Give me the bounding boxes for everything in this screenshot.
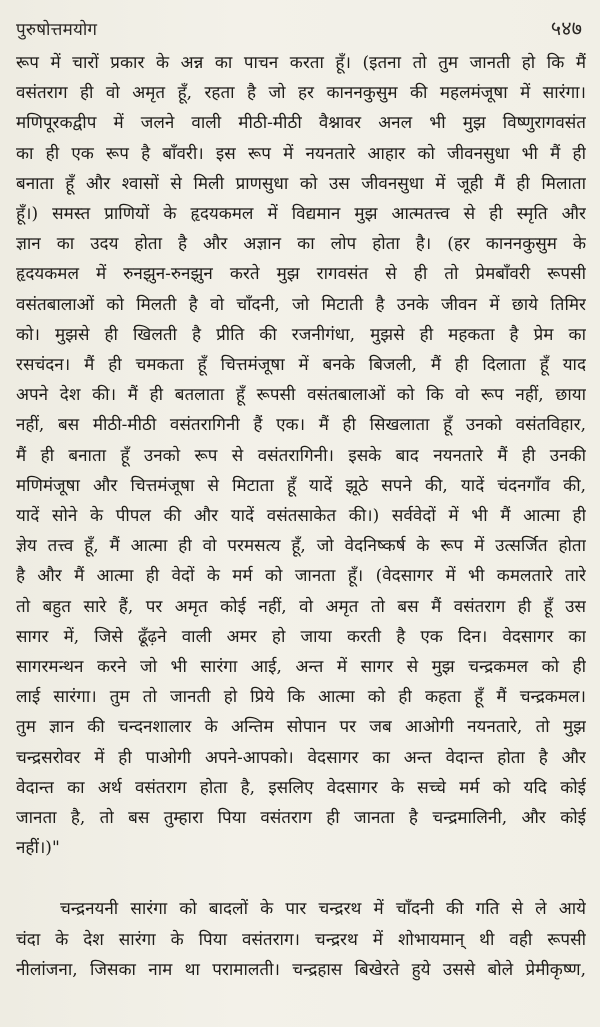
page-number: ५४७ xyxy=(550,16,582,40)
text-line: नहीं।)" xyxy=(16,838,60,859)
text-line: मैं ही बनाता हूँ उनको रूप से वसंतरागिनी। इसके बाद नयनतारे मैं ही उनकी xyxy=(16,445,586,466)
text-line: चन्द्रनयनी सारंगा को बादलों के पार चन्द्ररथ में चाँदनी की गति से ले आये xyxy=(60,899,586,920)
text-line: अपने देश की। मैं ही बतलाता हूँ रूपसी वसंतबालाओं को कि वो रूप नहीं, छाया xyxy=(16,385,586,406)
paragraph-1 xyxy=(16,48,586,863)
text-line: मणिपूरकद्वीप में जलने वाली मीठी-मीठी वैश्नावर अनल भी मुझ विष्णुरागवसंत xyxy=(16,113,586,134)
text-line: हूँ।) समस्त प्राणियों के हृदयकमल में विद्यमान मुझ आत्मतत्त्व से ही स्मृति और xyxy=(16,204,586,225)
text-line: ज्ञेय तत्त्व हूँ, मैं आत्मा ही वो परमसत्य हूँ, जो वेदनिष्कर्ष के रूप में उत्सर्जित होता xyxy=(16,536,586,557)
text-line: जानता है, तो बस तुम्हारा पिया वसंतराग ही जानता है चन्द्रमालिनी, और कोई xyxy=(16,808,586,829)
text-line: यादें सोने के पीपल की और यादें वसंतसाकेत की।) सर्ववेदों में भी मैं आत्मा ही xyxy=(16,506,586,527)
text-line: को। मुझसे ही खिलती है प्रीति की रजनीगंधा, मुझसे ही महकता है प्रेम का xyxy=(16,324,586,345)
text-line: नहीं, बस मीठी-मीठी वसंतरागिनी हैं एक। मैं ही सिखलाता हूँ उनको वसंतविहार, xyxy=(16,415,586,436)
text-line: रसचंदन। मैं ही चमकता हूँ चित्तमंजूषा में बनके बिजली, मैं ही दिलाता हूँ याद xyxy=(16,355,586,376)
page-header xyxy=(16,14,586,48)
running-title: पुरुषोत्तमयोग xyxy=(16,20,98,40)
text-line: वसंतराग ही वो अमृत हूँ, रहता है जो हर काननकुसुम की महलमंजूषा में सारंगा। xyxy=(16,83,586,104)
text-line: का ही एक रूप है बाँवरी। इस रूप में नयनतारे आहार को जीवनसुधा भी मैं ही xyxy=(16,143,586,164)
text-line: सागरमन्थन करने जो भी सारंगा आई, अन्त में सागर से मुझ चन्द्रकमल को ही xyxy=(16,657,586,678)
text-line: वसंतबालाओं को मिलती है वो चाँदनी, जो मिटाती है उनके जीवन में छाये तिमिर xyxy=(16,294,586,315)
text-line: मणिमंजूषा और चित्तमंजूषा से मिटाता हूँ यादें झूठे सपने की, यादें चंदनगाँव की, xyxy=(16,475,586,496)
paragraph-2 xyxy=(16,894,586,985)
text-line: तुम ज्ञान की चन्दनशालार के अन्तिम सोपान पर जब आओगी नयनतारे, तो मुझ xyxy=(16,717,586,738)
text-line: तो बहुत सारे हैं, पर अमृत कोई नहीं, वो अमृत तो बस मैं वसंतराग ही हूँ उस xyxy=(16,596,586,617)
text-line: ज्ञान का उदय होता है और अज्ञान का लोप होता है। (हर काननकुसुम के xyxy=(16,234,586,255)
text-line: चंदा के देश सारंगा के पिया वसंतराग। चन्द्ररथ में शोभायमान् थी वही रूपसी xyxy=(16,929,586,950)
text-line: हृदयकमल में रुनझुन-रुनझुन करते मुझ रागवसंत से ही तो प्रेमबाँवरी रूपसी xyxy=(16,264,586,285)
text-line: नीलांजना, जिसका नाम था परामालती। चन्द्रहास बिखेरते हुये उससे बोले प्रेमीकृष्ण, xyxy=(16,959,586,980)
text-line: सागर में, जिसे ढूँढ़ने वाली अमर हो जाया करती है एक दिन। वेदसागर का xyxy=(16,626,586,647)
text-line: लाई सारंगा। तुम तो जानती हो प्रिये कि आत्मा को ही कहता हूँ मैं चन्द्रकमल। xyxy=(16,687,586,708)
text-line: चन्द्रसरोवर में ही पाओगी अपने-आपको। वेदसागर का अन्त वेदान्त होता है और xyxy=(16,747,586,768)
paragraph-gap xyxy=(16,863,586,894)
text-line: है और मैं आत्मा ही वेदों के मर्म को जानता हूँ। (वेदसागर में भी कमलतारे तारे xyxy=(16,566,586,587)
text-line: रूप में चारों प्रकार के अन्न का पाचन करता हूँ। (इतना तो तुम जानती हो कि मैं xyxy=(16,53,586,73)
text-line: वेदान्त का अर्थ वसंतराग होता है, इसलिए वेदसागर के सच्चे मर्म को यदि कोई xyxy=(16,777,586,798)
text-line: बनाता हूँ और श्वासों से मिली प्राणसुधा को उस जीवनसुधा में जूही मैं ही मिलाता xyxy=(16,173,586,194)
